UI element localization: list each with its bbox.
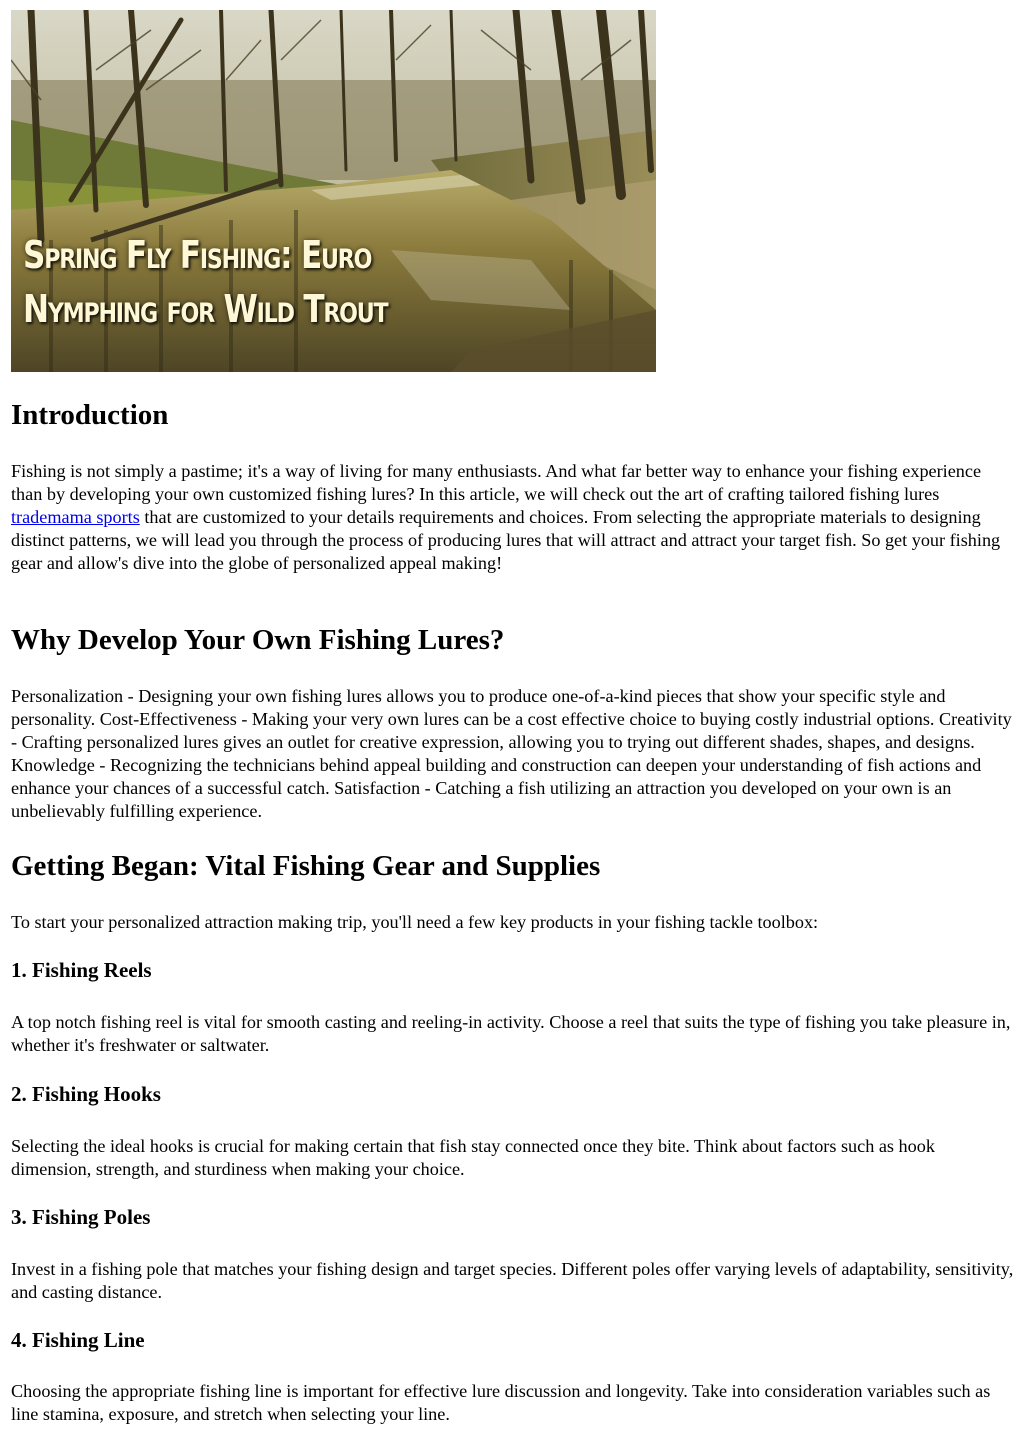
introduction-heading: Introduction bbox=[11, 399, 169, 431]
fishing-hooks-heading: 2. Fishing Hooks bbox=[11, 1082, 161, 1106]
introduction-text-before-link: Fishing is not simply a pastime; it's a way of living for many enthusiasts. And what far better way to enhance your fishing experience than by developing your own customized fishing lures? In this article, we will check out the art of crafting tailored fishing lures bbox=[11, 461, 982, 504]
getting-began-heading: Getting Began: Vital Fishing Gear and Supplies bbox=[11, 850, 601, 882]
fishing-poles-paragraph: Invest in a fishing pole that matches your fishing design and target species. Different poles offer varying levels of adaptability, sensitivity, and casting distance. bbox=[11, 1259, 1014, 1302]
introduction-text-after-link: that are customized to your details requirements and choices. From selecting the appropriate materials to designing distinct patterns, we will lead you through the process of producing lures that will attract and attract your target fish. So get your fishing gear and allow's dive into the globe of personalized appeal making! bbox=[11, 507, 1001, 573]
getting-began-paragraph: To start your personalized attraction making trip, you'll need a few key products in your fishing tackle toolbox: bbox=[11, 912, 819, 932]
hero-title-line-2: Nymphing for Wild Trout bbox=[23, 287, 388, 331]
trademama-sports-link[interactable]: trademama sports bbox=[11, 507, 140, 527]
fishing-line-paragraph: Choosing the appropriate fishing line is important for effective lure discussion and longevity. Take into consideration variables such as line stamina, exposure, and stretch when selecting your line. bbox=[11, 1381, 991, 1424]
why-develop-heading: Why Develop Your Own Fishing Lures? bbox=[11, 624, 505, 656]
fishing-reels-heading: 1. Fishing Reels bbox=[11, 958, 152, 982]
fishing-hooks-paragraph: Selecting the ideal hooks is crucial for making certain that fish stay connected once they bite. Think about factors such as hook dimension, strength, and sturdiness when making your choice. bbox=[11, 1136, 935, 1179]
why-develop-paragraph: Personalization - Designing your own fishing lures allows you to produce one-of-a-kind pieces that show your specific style and personality. Cost-Effectiveness - Making your very own lures can be a cost effective choice to buying costly industrial options. Creativity - Crafting personalized lures gives an outlet for creative expression, allowing you to trying out different shades, shapes, and designs. Knowledge - Recognizing the technicians behind appeal building and construction can deepen your understanding of fish actions and enhance your chances of a successful catch. Satisfaction - Catching a fish utilizing an attraction you developed on your own is an unbelievably fulfilling experience. bbox=[11, 686, 1012, 821]
hero-image bbox=[11, 10, 656, 372]
article bbox=[11, 10, 1015, 1424]
fishing-poles-heading: 3. Fishing Poles bbox=[11, 1205, 151, 1229]
fishing-line-heading: 4. Fishing Line bbox=[11, 1328, 145, 1352]
introduction-paragraph bbox=[11, 460, 1015, 575]
hero-title bbox=[23, 228, 387, 336]
hero-title-line-1: Spring Fly Fishing: Euro bbox=[23, 233, 372, 277]
fishing-reels-paragraph: A top notch fishing reel is vital for smooth casting and reeling-in activity. Choose a reel that suits the type of fishing you take pleasure in, whether it's freshwater or saltwater. bbox=[11, 1012, 1011, 1055]
